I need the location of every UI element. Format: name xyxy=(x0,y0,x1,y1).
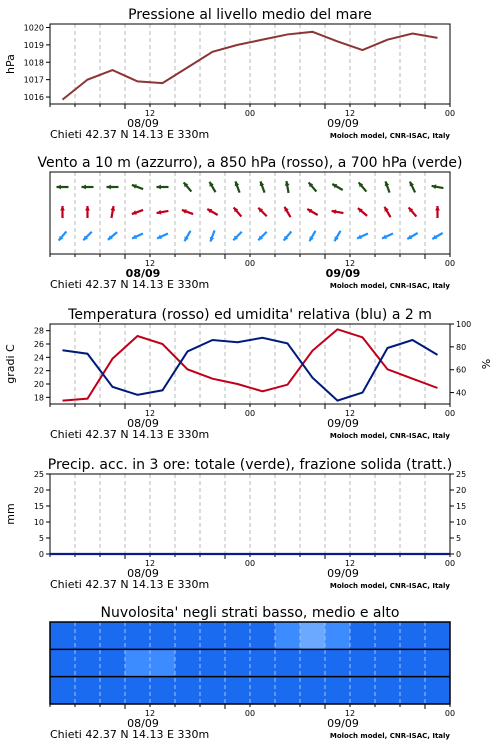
x-tick-label-hour: 00 xyxy=(444,409,456,418)
x-tick-label-hour: 12 xyxy=(144,709,156,718)
x-tick-label-hour: 12 xyxy=(144,409,156,418)
cloud-cell xyxy=(300,622,326,649)
cloud-cell xyxy=(425,677,451,704)
precip-y-tick-label: 10 xyxy=(33,518,44,527)
cloud-cell xyxy=(375,677,401,704)
cloud-cell xyxy=(75,677,101,704)
cloud-cell xyxy=(175,677,201,704)
location-footer: Chieti 42.37 N 14.13 E 330m xyxy=(50,728,210,741)
x-tick-label-hour: 00 xyxy=(244,259,256,268)
wind-10m-arrow xyxy=(132,233,143,238)
x-tick-label-date: 09/09 xyxy=(327,717,359,730)
cloud-cell xyxy=(350,677,376,704)
cloud-cell xyxy=(325,622,351,649)
x-tick-label-hour: 12 xyxy=(344,109,356,118)
cloud-cell xyxy=(100,622,126,649)
precip-y-tick-label: 0 xyxy=(38,550,44,559)
wind-850-arrow xyxy=(435,206,440,218)
x-tick-label-hour: 00 xyxy=(444,109,456,118)
pressure-y-tick-label: 1020 xyxy=(23,23,44,33)
rh-y-label: % xyxy=(480,358,493,370)
precip-y-tick-label-right: 0 xyxy=(456,550,462,559)
cloud-cell xyxy=(400,622,426,649)
cloud-cell xyxy=(75,649,101,676)
cloud-cell xyxy=(250,649,276,676)
temp-y-tick-label: 26 xyxy=(33,340,44,349)
cloud-cell xyxy=(250,622,276,649)
wind-850-arrow xyxy=(307,209,317,215)
model-credit: Moloch model, CNR-ISAC, Italy xyxy=(329,732,450,740)
wind-10m-arrow xyxy=(108,232,117,240)
wind-10m-arrow xyxy=(258,232,266,240)
cloud-cell xyxy=(225,622,251,649)
wind-700-arrow xyxy=(82,185,94,190)
wind-850-arrow xyxy=(409,207,417,216)
x-tick-label-hour: 00 xyxy=(444,559,456,568)
wind-700-arrow xyxy=(57,185,69,190)
wind-850-arrow xyxy=(258,208,266,216)
x-tick-label-hour: 00 xyxy=(244,409,256,418)
temp-y-tick-label: 28 xyxy=(33,326,44,336)
model-credit: Moloch model, CNR-ISAC, Italy xyxy=(329,582,450,590)
wind-850-arrow xyxy=(182,209,193,214)
wind-700-arrow xyxy=(157,185,169,190)
cloud-cell xyxy=(50,677,76,704)
x-tick-label-hour: 00 xyxy=(244,559,256,568)
model-credit: Moloch model, CNR-ISAC, Italy xyxy=(329,282,450,290)
cloud-cell xyxy=(75,622,101,649)
cloud-cell xyxy=(375,622,401,649)
precip-title: Precip. acc. in 3 ore: totale (verde), frazione solida (tratt.) xyxy=(47,457,453,473)
precip-y-tick-label: 20 xyxy=(33,486,44,495)
x-tick-label-hour: 00 xyxy=(244,109,256,118)
location-footer: Chieti 42.37 N 14.13 E 330m xyxy=(50,278,210,291)
wind-850-arrow xyxy=(285,207,291,217)
pressure-y-tick-label: 1018 xyxy=(23,58,44,68)
cloud-cell xyxy=(150,649,176,676)
wind-700-arrow xyxy=(210,182,216,192)
rh-y-tick-label: 100 xyxy=(456,320,472,329)
model-credit: Moloch model, CNR-ISAC, Italy xyxy=(329,132,450,140)
x-tick-label-date: 09/09 xyxy=(327,567,359,580)
x-tick-label-date: 08/09 xyxy=(127,717,159,730)
precip-y-tick-label-right: 25 xyxy=(456,470,467,479)
wind-10m-arrow xyxy=(357,233,368,238)
wind-700-arrow xyxy=(432,184,444,189)
x-tick-label-hour: 00 xyxy=(444,709,456,718)
cloud-cell xyxy=(300,677,326,704)
precip-y-tick-label-right: 20 xyxy=(456,486,467,495)
location-footer: Chieti 42.37 N 14.13 E 330m xyxy=(50,428,210,441)
pressure-y-tick-label: 1017 xyxy=(23,75,44,85)
x-tick-label-date: 08/09 xyxy=(125,267,161,280)
wind-850-arrow xyxy=(110,206,115,218)
x-tick-label-date: 08/09 xyxy=(127,417,159,430)
precip-y-tick-label: 25 xyxy=(33,470,44,479)
wind-700-arrow xyxy=(410,182,415,193)
wind-title: Vento a 10 m (azzurro), a 850 hPa (rosso), a 700 hPa (verde) xyxy=(37,155,463,171)
location-footer: Chieti 42.37 N 14.13 E 330m xyxy=(50,578,210,591)
wind-10m-arrow xyxy=(310,231,316,241)
cloud-cell xyxy=(275,622,301,649)
precip-y-label: mm xyxy=(4,503,17,525)
cloud-cell xyxy=(125,677,151,704)
cloud-cell xyxy=(300,649,326,676)
wind-700-arrow xyxy=(260,181,265,192)
cloud-cell xyxy=(425,649,451,676)
wind-700-arrow xyxy=(235,181,240,192)
wind-10m-arrow xyxy=(432,233,442,239)
pressure-y-tick-label: 1016 xyxy=(23,93,44,103)
wind-700-arrow xyxy=(359,182,367,191)
cloud-cell xyxy=(225,677,251,704)
x-tick-label-date: 09/09 xyxy=(325,267,361,280)
wind-700-arrow xyxy=(309,182,317,191)
x-tick-label-hour: 12 xyxy=(344,709,356,718)
wind-700-arrow xyxy=(285,181,290,193)
location-footer: Chieti 42.37 N 14.13 E 330m xyxy=(50,128,210,141)
cloud-cell xyxy=(350,622,376,649)
temp-y-label: gradi C xyxy=(4,344,17,384)
x-tick-label-hour: 12 xyxy=(344,409,356,418)
x-tick-label-date: 09/09 xyxy=(327,117,359,130)
temp-rh-title: Temperatura (rosso) ed umidita' relativa (blu) a 2 m xyxy=(68,307,432,323)
rh-y-tick-label: 40 xyxy=(456,388,467,398)
x-tick-label-date: 08/09 xyxy=(127,117,159,130)
cloud-cell xyxy=(250,677,276,704)
pressure-y-label: hPa xyxy=(4,54,17,74)
cloud-cell xyxy=(200,649,226,676)
x-tick-label-hour: 12 xyxy=(344,259,356,268)
wind-850-arrow xyxy=(132,210,143,215)
wind-700-arrow xyxy=(107,185,119,190)
plot-frame xyxy=(50,24,450,104)
pressure-y-tick-label: 1019 xyxy=(23,40,44,50)
model-credit: Moloch model, CNR-ISAC, Italy xyxy=(329,432,450,440)
temp-y-tick-label: 22 xyxy=(33,366,44,376)
cloud-cell xyxy=(275,677,301,704)
x-tick-label-hour: 00 xyxy=(444,259,456,268)
precip-y-tick-label-right: 5 xyxy=(456,534,462,543)
cloud-cell xyxy=(425,622,451,649)
precip-y-tick-label: 5 xyxy=(38,534,44,543)
cloud-cell xyxy=(325,677,351,704)
rh-y-tick-label: 80 xyxy=(456,342,467,352)
wind-850-arrow xyxy=(157,210,169,215)
wind-10m-arrow xyxy=(185,231,191,241)
cloud-title: Nuvolosita' negli strati basso, medio e alto xyxy=(100,605,400,621)
cloud-cell xyxy=(150,677,176,704)
wind-850-arrow xyxy=(207,209,217,215)
x-tick-label-date: 09/09 xyxy=(327,417,359,430)
cloud-cell xyxy=(350,649,376,676)
wind-850-arrow xyxy=(385,207,391,217)
wind-700-arrow xyxy=(385,181,390,192)
precip-y-tick-label-right: 10 xyxy=(456,518,467,527)
rh-y-tick-label: 60 xyxy=(456,365,467,375)
cloud-cell xyxy=(200,622,226,649)
wind-10m-arrow xyxy=(233,232,241,240)
cloud-cell xyxy=(325,649,351,676)
cloud-cell xyxy=(400,677,426,704)
cloud-cell xyxy=(200,677,226,704)
x-tick-label-hour: 12 xyxy=(144,259,156,268)
plot-frame xyxy=(50,172,450,254)
wind-850-arrow xyxy=(60,206,65,218)
x-tick-label-date: 08/09 xyxy=(127,567,159,580)
wind-850-arrow xyxy=(85,206,90,218)
wind-700-arrow xyxy=(132,184,143,189)
cloud-cell xyxy=(375,649,401,676)
wind-10m-arrow xyxy=(382,233,393,238)
precip-y-tick-label: 15 xyxy=(33,502,44,511)
precip-y-tick-label-right: 15 xyxy=(456,502,467,511)
cloud-cell xyxy=(225,649,251,676)
temp-y-tick-label: 20 xyxy=(33,380,44,389)
cloud-cell xyxy=(100,677,126,704)
cloud-cell xyxy=(125,622,151,649)
cloud-cell xyxy=(125,649,151,676)
wind-850-arrow xyxy=(358,208,367,216)
wind-850-arrow xyxy=(332,209,344,214)
wind-850-arrow xyxy=(234,207,242,216)
wind-700-arrow xyxy=(332,184,342,190)
cloud-cell xyxy=(100,649,126,676)
x-tick-label-hour: 12 xyxy=(144,559,156,568)
temp-y-tick-label: 24 xyxy=(33,353,44,363)
temp-y-tick-label: 18 xyxy=(33,393,44,403)
wind-700-arrow xyxy=(184,182,192,191)
x-tick-label-hour: 12 xyxy=(144,109,156,118)
plot-frame xyxy=(50,474,450,554)
wind-10m-arrow xyxy=(210,230,215,241)
cloud-cell xyxy=(175,649,201,676)
wind-10m-arrow xyxy=(284,231,292,240)
wind-10m-arrow xyxy=(335,231,341,241)
cloud-cell xyxy=(275,649,301,676)
cloud-cell xyxy=(50,622,76,649)
wind-10m-arrow xyxy=(83,232,91,240)
x-tick-label-hour: 00 xyxy=(244,709,256,718)
x-tick-label-hour: 12 xyxy=(344,559,356,568)
wind-10m-arrow xyxy=(407,233,417,239)
cloud-cell xyxy=(50,649,76,676)
wind-10m-arrow xyxy=(59,231,67,240)
cloud-cell xyxy=(400,649,426,676)
cloud-cell xyxy=(150,622,176,649)
pressure-title: Pressione al livello medio del mare xyxy=(128,7,372,23)
wind-10m-arrow xyxy=(157,233,168,238)
cloud-cell xyxy=(175,622,201,649)
